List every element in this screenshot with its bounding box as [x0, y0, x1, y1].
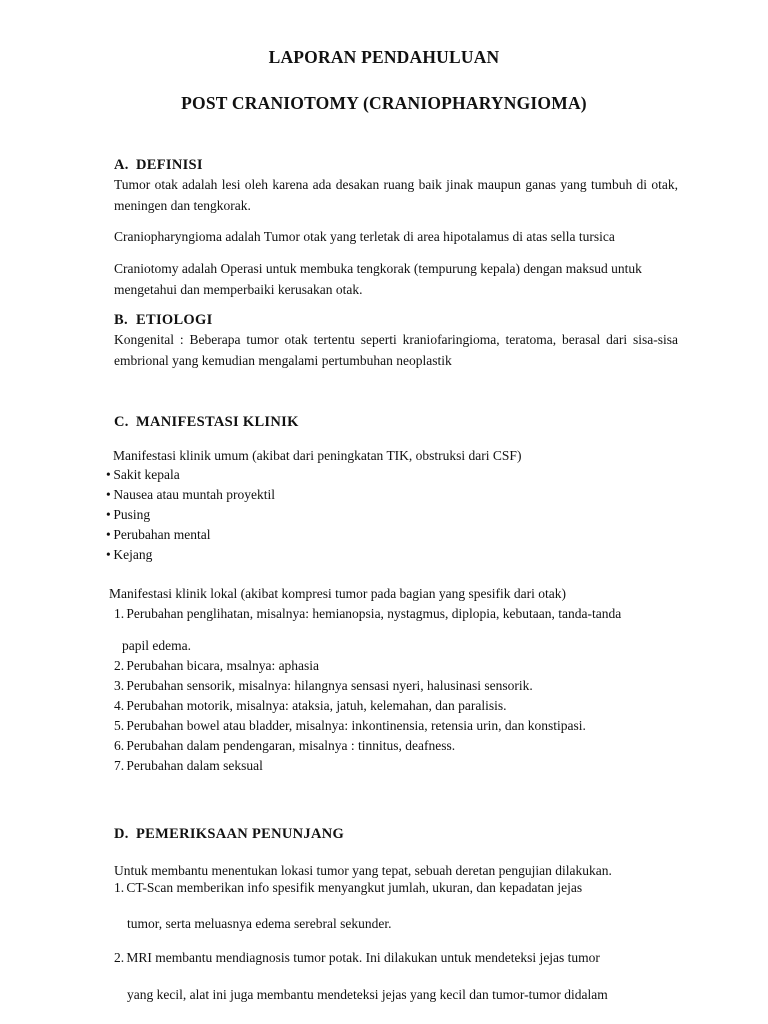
- list-number: 4.: [114, 698, 125, 713]
- list-item-continuation: tumor, serta meluasnya edema serebral sekunder.: [127, 916, 392, 931]
- definisi-paragraph-3: Craniotomy adalah Operasi untuk membuka tengkorak (tempurung kepala) dengan maksud untuk mengetahui dan memperbaiki kerusakan otak.: [114, 261, 642, 297]
- list-item: [114, 696, 507, 716]
- bullet-glyph: •: [106, 547, 111, 562]
- section-c-letter: C.: [114, 414, 129, 430]
- section-b-title: ETIOLOGI: [136, 312, 213, 328]
- section-d-letter: D.: [114, 826, 129, 842]
- list-number: 7.: [114, 758, 125, 773]
- list-item-text: Perubahan penglihatan, misalnya: hemianopsia, nystagmus, diplopia, kebutaan, tanda-tanda: [126, 606, 622, 621]
- list-item-text: Kejang: [113, 547, 153, 562]
- section-d-title: PEMERIKSAAN PENUNJANG: [136, 826, 345, 842]
- list-item: [106, 545, 152, 565]
- section-c-title: MANIFESTASI KLINIK: [136, 414, 299, 430]
- list-item-text: Perubahan bicara, msalnya: aphasia: [126, 658, 320, 673]
- list-item-text: Perubahan motorik, misalnya: ataksia, jatuh, kelemahan, dan paralisis.: [126, 698, 507, 713]
- list-number: 3.: [114, 678, 125, 693]
- pemeriksaan-intro: Untuk membantu menentukan lokasi tumor yang tepat, sebuah deretan pengujian dilakukan.: [114, 863, 612, 878]
- list-item-text: Perubahan bowel atau bladder, misalnya: inkontinensia, retensia urin, dan konstipasi.: [126, 718, 586, 733]
- list-number: 2.: [114, 950, 125, 965]
- list-item: [114, 656, 319, 676]
- bullet-glyph: •: [106, 507, 111, 522]
- list-item-text: Perubahan dalam pendengaran, misalnya : tinnitus, deafness.: [126, 738, 456, 753]
- list-item: [114, 756, 263, 776]
- section-b-letter: B.: [114, 312, 128, 328]
- list-item: [106, 505, 150, 525]
- bullet-glyph: •: [106, 527, 111, 542]
- list-item-text: Pusing: [113, 507, 151, 522]
- manifestasi-lokal-intro: Manifestasi klinik lokal (akibat kompresi tumor pada bagian yang spesifik dari otak): [109, 586, 567, 601]
- bullet-glyph: •: [106, 467, 111, 482]
- list-item: [114, 604, 621, 624]
- list-item-text: Sakit kepala: [113, 467, 180, 482]
- document-title: LAPORAN PENDAHULUAN: [268, 47, 500, 67]
- definisi-paragraph-2: Craniopharyngioma adalah Tumor otak yang terletak di area hipotalamus di atas sella tursica: [114, 229, 615, 244]
- list-number: 1.: [114, 880, 125, 895]
- list-item: [114, 948, 600, 968]
- section-d-heading: [114, 826, 344, 843]
- list-item: [114, 878, 582, 898]
- section-a-letter: A.: [114, 157, 129, 173]
- etiologi-paragraph: Kongenital : Beberapa tumor otak tertentu seperti kraniofaringioma, teratoma, berasal dari sisa-sisa embrional yang kemudian mengalami pertumbuhan neoplastik: [114, 332, 678, 368]
- list-number: 2.: [114, 658, 125, 673]
- list-item: [106, 485, 275, 505]
- list-item-text: CT-Scan memberikan info spesifik menyangkut jumlah, ukuran, dan kepadatan jejas: [126, 880, 583, 895]
- list-item-text: Perubahan mental: [113, 527, 211, 542]
- list-item: [106, 465, 180, 485]
- section-a-title: DEFINISI: [136, 157, 203, 173]
- section-a-heading: [114, 157, 203, 174]
- list-number: 5.: [114, 718, 125, 733]
- definisi-paragraph-1: Tumor otak adalah lesi oleh karena ada desakan ruang baik jinak maupun ganas yang tumbuh di otak, meningen dan tengkorak.: [114, 177, 678, 213]
- list-number: 6.: [114, 738, 125, 753]
- list-item: [114, 716, 586, 736]
- bullet-glyph: •: [106, 487, 111, 502]
- list-item-text: Nausea atau muntah proyektil: [113, 487, 275, 502]
- section-b-heading: [114, 312, 213, 329]
- list-item-text: MRI membantu mendiagnosis tumor potak. Ini dilakukan untuk mendeteksi jejas tumor: [126, 950, 600, 965]
- list-item: [114, 676, 533, 696]
- section-c-heading: [114, 414, 299, 431]
- document-subtitle: POST CRANIOTOMY (CRANIOPHARYNGIOMA): [181, 93, 587, 113]
- list-number: 1.: [114, 606, 125, 621]
- list-item-continuation: papil edema.: [122, 638, 191, 653]
- manifestasi-umum-intro: Manifestasi klinik umum (akibat dari peningkatan TIK, obstruksi dari CSF): [113, 448, 522, 463]
- list-item-text: Perubahan dalam seksual: [126, 758, 263, 773]
- list-item: [114, 736, 455, 756]
- list-item-continuation: yang kecil, alat ini juga membantu mendeteksi jejas yang kecil dan tumor-tumor didalam: [127, 987, 608, 1002]
- list-item: [106, 525, 210, 545]
- list-item-text: Perubahan sensorik, misalnya: hilangnya sensasi nyeri, halusinasi sensorik.: [126, 678, 533, 693]
